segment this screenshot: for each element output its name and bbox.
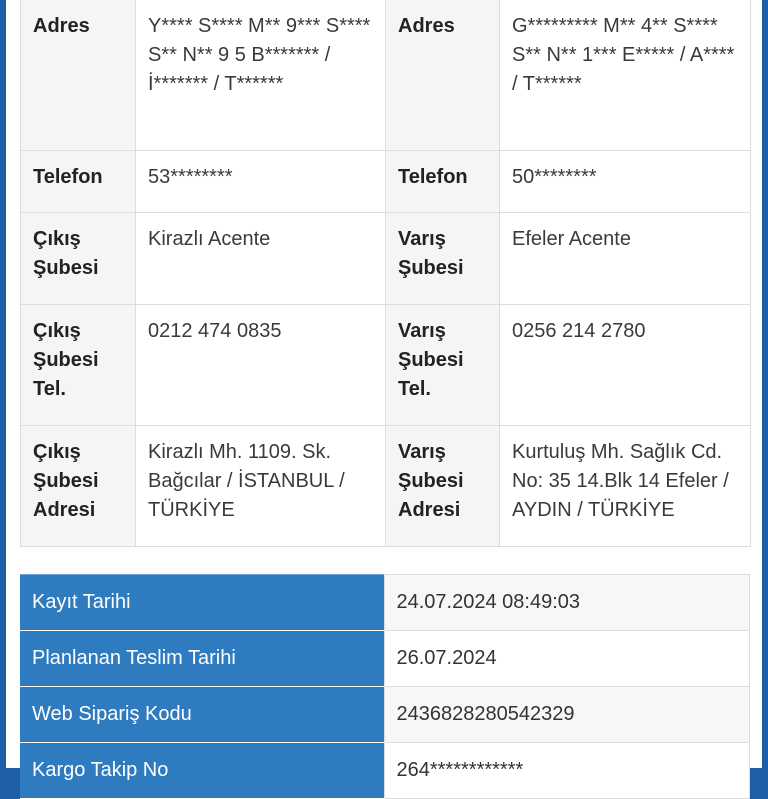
web-order-code-label: Web Sipariş Kodu: [20, 687, 384, 743]
sender-phone-value: 53********: [136, 151, 386, 213]
sender-address-label: Adres: [21, 0, 136, 151]
dest-branch-address-label: Varış Şubesi Adresi: [386, 426, 500, 547]
tracking-number-value: 264************: [384, 743, 750, 799]
branch-address-row: [21, 426, 751, 547]
planned-delivery-value: 26.07.2024: [384, 631, 750, 687]
tracking-number-label: Kargo Takip No: [20, 743, 384, 799]
branch-row: [21, 213, 751, 305]
planned-delivery-row: [20, 631, 750, 687]
receiver-phone-label: Telefon: [386, 151, 500, 213]
shipment-dates-table: [20, 574, 750, 799]
origin-branch-tel-label: Çıkış Şubesi Tel.: [21, 305, 136, 426]
address-row: [21, 0, 751, 151]
dest-branch-tel-label: Varış Şubesi Tel.: [386, 305, 500, 426]
party-info-table: [20, 0, 751, 547]
web-order-code-value: 2436828280542329: [384, 687, 750, 743]
dest-branch-label: Varış Şubesi: [386, 213, 500, 305]
registration-date-row: [20, 575, 750, 631]
origin-branch-value: Kirazlı Acente: [136, 213, 386, 305]
origin-branch-tel-value: 0212 474 0835: [136, 305, 386, 426]
registration-date-label: Kayıt Tarihi: [20, 575, 384, 631]
dest-branch-tel-value: 0256 214 2780: [500, 305, 751, 426]
web-order-code-row: [20, 687, 750, 743]
shipment-detail-panel: [6, 0, 762, 781]
sender-address-value: Y**** S**** M** 9*** S**** S** N** 9 5 B******* / İ******* / T******: [136, 0, 386, 151]
tracking-number-row: [20, 743, 750, 799]
branch-tel-row: [21, 305, 751, 426]
planned-delivery-label: Planlanan Teslim Tarihi: [20, 631, 384, 687]
dest-branch-address-value: Kurtuluş Mh. Sağlık Cd. No: 35 14.Blk 14 Efeler / AYDIN / TÜRKİYE: [500, 426, 751, 547]
origin-branch-address-value: Kirazlı Mh. 1109. Sk. Bağcılar / İSTANBUL / TÜRKİYE: [136, 426, 386, 547]
dest-branch-value: Efeler Acente: [500, 213, 751, 305]
phone-row: [21, 151, 751, 213]
origin-branch-address-label: Çıkış Şubesi Adresi: [21, 426, 136, 547]
registration-date-value: 24.07.2024 08:49:03: [384, 575, 750, 631]
receiver-phone-value: 50********: [500, 151, 751, 213]
receiver-address-label: Adres: [386, 0, 500, 151]
receiver-address-value: G********* M** 4** S**** S** N** 1*** E***** / A**** / T******: [500, 0, 751, 151]
origin-branch-label: Çıkış Şubesi: [21, 213, 136, 305]
sender-phone-label: Telefon: [21, 151, 136, 213]
